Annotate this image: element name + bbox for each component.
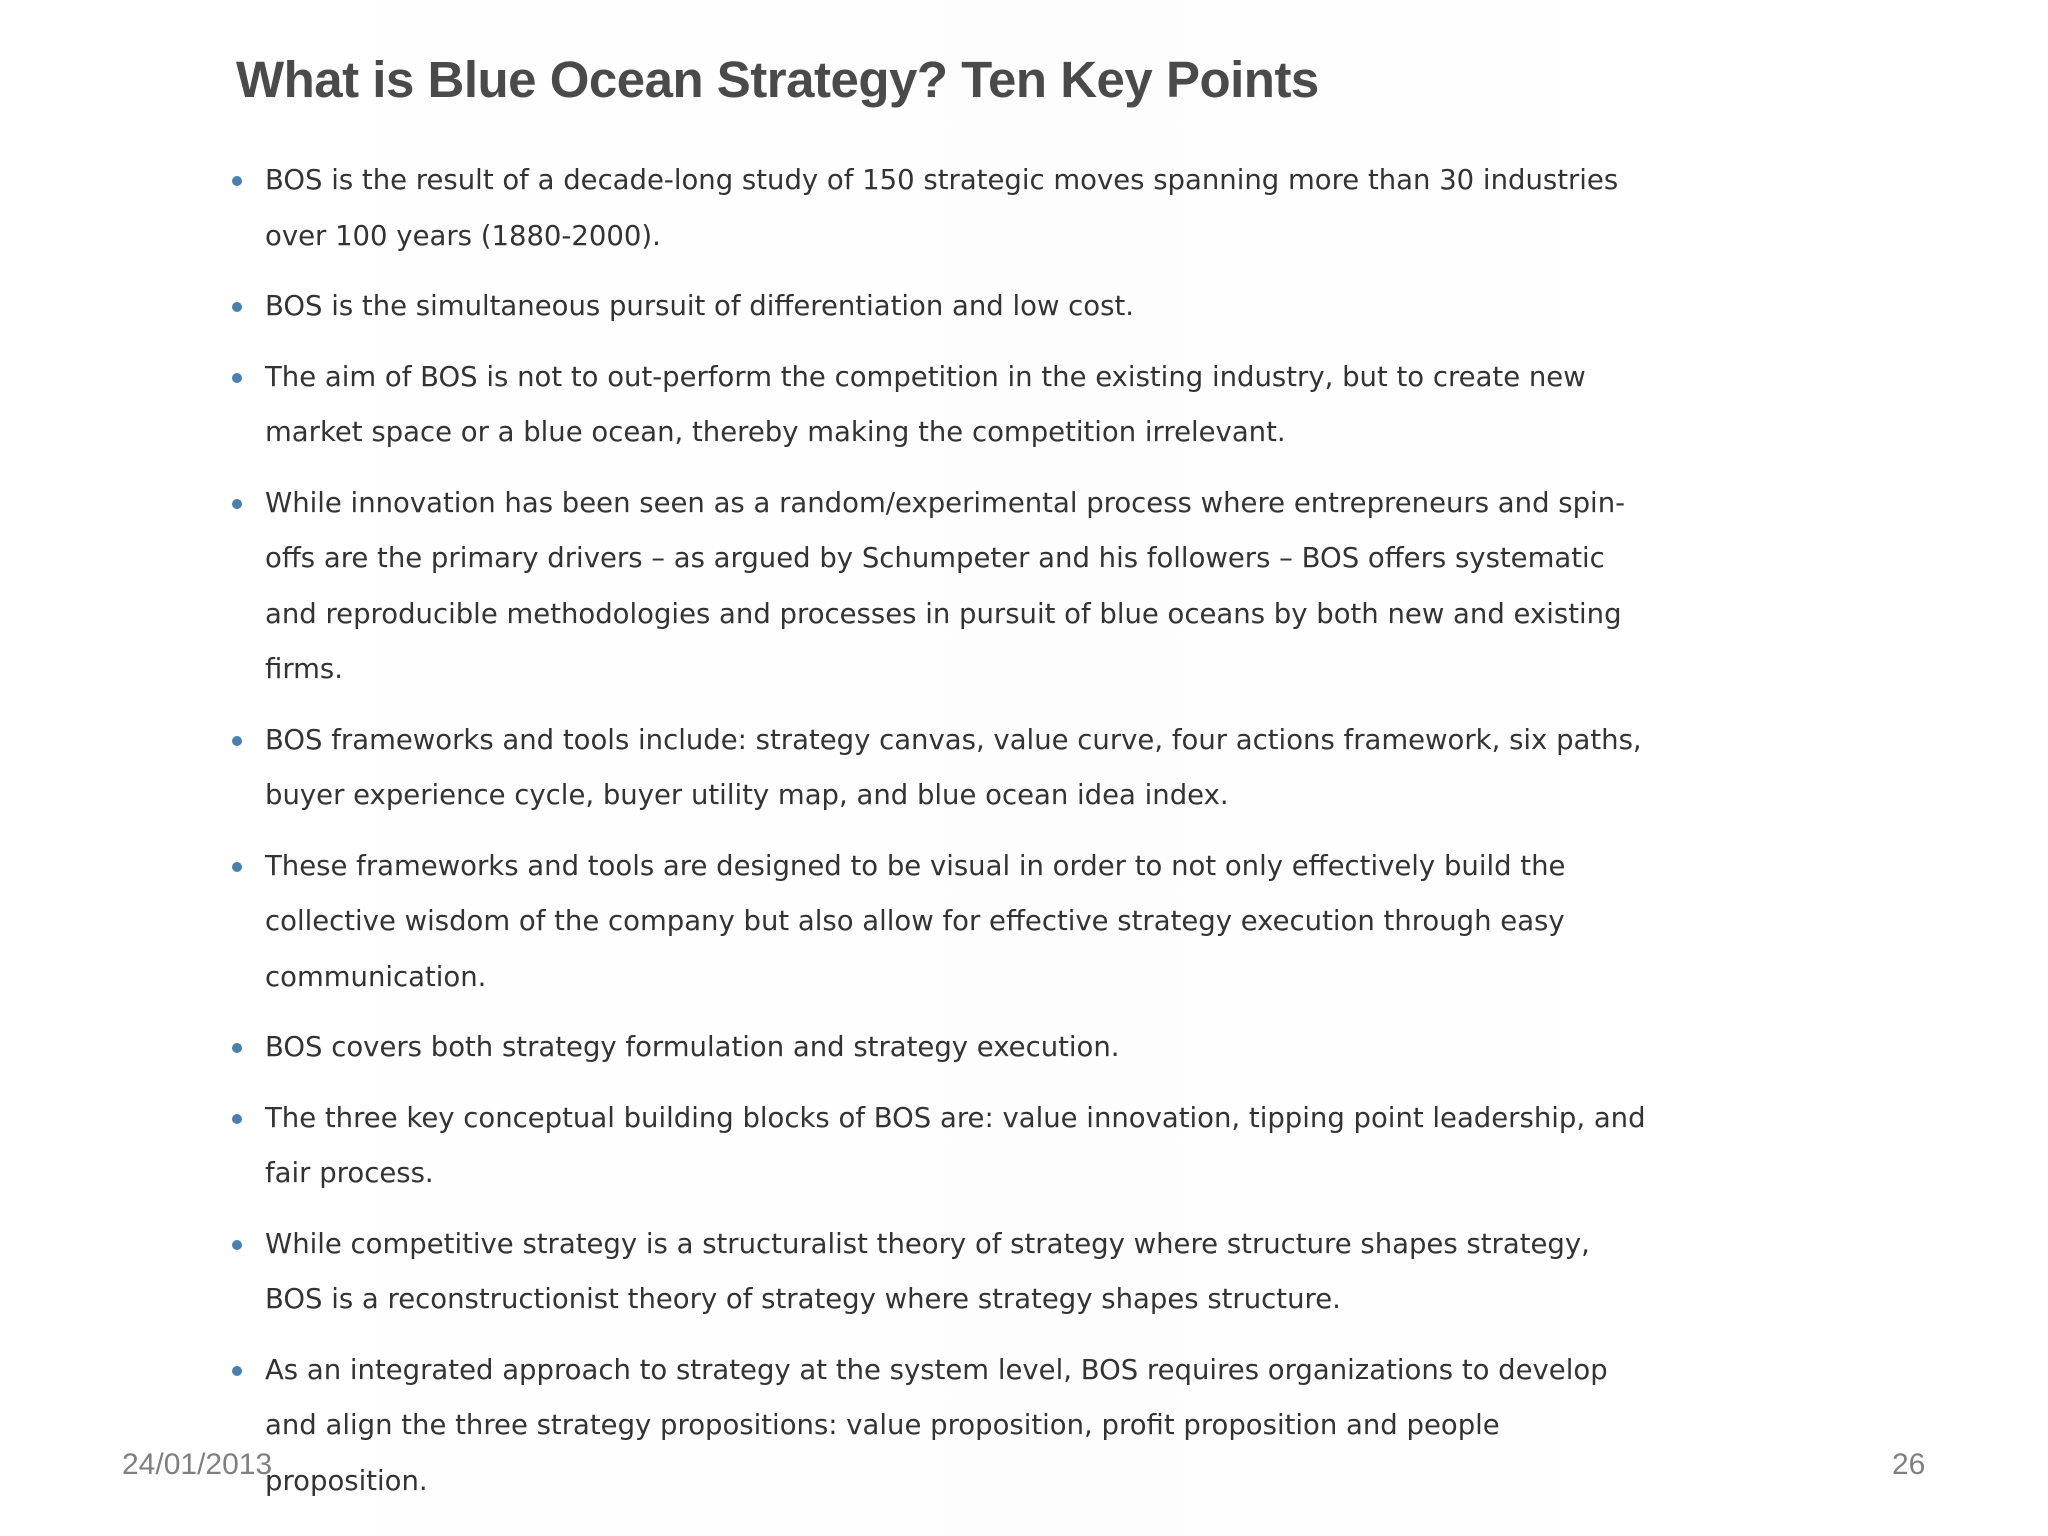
bullet-dot-icon <box>232 1366 242 1376</box>
key-point-7 <box>232 1020 1652 1076</box>
key-point-text: These frameworks and tools are designed to be visual in order to not only effectively build the collective wisdom of the company but also allow for effective strategy execution through easy communication. <box>265 849 1566 993</box>
bullet-dot-icon <box>232 1240 242 1250</box>
bullet-dot-icon <box>232 499 242 509</box>
key-point-8 <box>232 1091 1652 1202</box>
key-point-5 <box>232 713 1652 824</box>
key-point-text: While innovation has been seen as a random/experimental process where entrepreneurs and spin-offs are the primary drivers – as argued by Schumpeter and his followers – BOS offers systematic and reproducible methodologies and processes in pursuit of blue oceans by both new and existing firms. <box>265 486 1626 685</box>
key-point-text: As an integrated approach to strategy at the system level, BOS requires organizations to develop and align the three strategy propositions: value proposition, profit proposition and people proposition. <box>265 1353 1608 1497</box>
bullet-dot-icon <box>232 302 242 312</box>
bullet-dot-icon <box>232 373 242 383</box>
key-point-4 <box>232 476 1652 698</box>
key-point-9 <box>232 1217 1652 1328</box>
footer-date: 24/01/2013 <box>122 1448 273 1481</box>
key-point-1 <box>232 153 1652 264</box>
bullet-dot-icon <box>232 862 242 872</box>
key-point-text: BOS frameworks and tools include: strategy canvas, value curve, four actions framework, six paths, buyer experience cycle, buyer utility map, and blue ocean idea index. <box>265 723 1642 811</box>
key-point-text: BOS is the simultaneous pursuit of differentiation and low cost. <box>265 290 1134 322</box>
key-point-10 <box>232 1343 1652 1510</box>
bullet-dot-icon <box>232 176 242 186</box>
bullet-dot-icon <box>232 1114 242 1124</box>
key-point-text: While competitive strategy is a structuralist theory of strategy where structure shapes strategy, BOS is a reconstructionist theory of strategy where strategy shapes structure. <box>265 1227 1590 1315</box>
key-points-list <box>232 153 1652 1524</box>
slide-title: What is Blue Ocean Strategy? Ten Key Points <box>236 51 1319 108</box>
bullet-dot-icon <box>232 736 242 746</box>
bullet-dot-icon <box>232 1043 242 1053</box>
key-point-6 <box>232 839 1652 1006</box>
key-point-text: The aim of BOS is not to out-perform the competition in the existing industry, but to create new market space or a blue ocean, thereby making the competition irrelevant. <box>265 360 1586 448</box>
key-point-text: BOS is the result of a decade-long study of 150 strategic moves spanning more than 30 industries over 100 years (1880-2000). <box>265 164 1619 252</box>
key-point-2 <box>232 279 1652 335</box>
key-point-text: The three key conceptual building blocks of BOS are: value innovation, tipping point leadership, and fair process. <box>265 1101 1646 1189</box>
key-point-text: BOS covers both strategy formulation and strategy execution. <box>265 1031 1120 1063</box>
key-point-3 <box>232 350 1652 461</box>
footer-page-number: 26 <box>1892 1448 1926 1481</box>
